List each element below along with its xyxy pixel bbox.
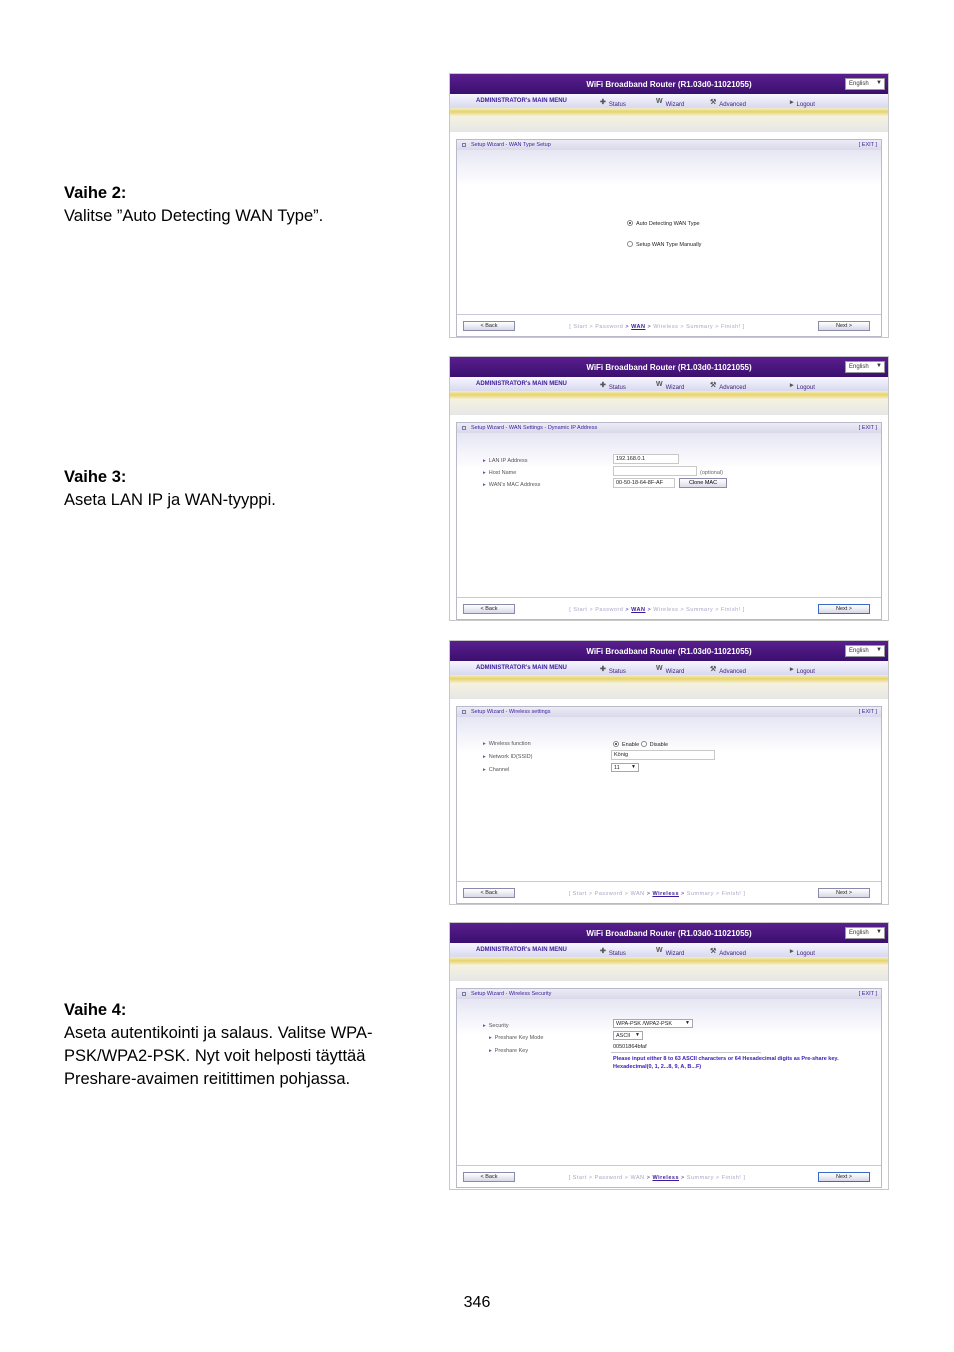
host-name-hint: (optional): [700, 470, 723, 476]
security-label: ▸ Security: [483, 1023, 509, 1029]
panel-box-icon: [462, 710, 466, 714]
router-menubar: [450, 377, 888, 391]
next-button[interactable]: Next >: [818, 888, 870, 898]
header-stripe: [450, 108, 888, 132]
wizard-breadcrumb: [ Start > Password > WAN > Wireless > Summary > Finish! ]: [568, 891, 746, 897]
status-icon: ✚: [600, 99, 606, 106]
security-select[interactable]: WPA-PSK /WPA2-PSK ▼: [613, 1019, 693, 1028]
status-icon: ✚: [600, 382, 606, 389]
exit-link[interactable]: [ EXIT ]: [858, 425, 877, 431]
panel-body: [457, 717, 881, 879]
lan-ip-input[interactable]: 192.168.0.1: [613, 454, 679, 464]
menu-main[interactable]: ADMINISTRATOR's MAIN MENU: [476, 947, 567, 953]
page-number: 346: [463, 1294, 491, 1311]
step-2-body: Valitse ”Auto Detecting WAN Type”.: [64, 207, 324, 225]
step-4-title: Vaihe 4:: [64, 1001, 127, 1019]
router-title: WiFi Broadband Router (R1.03d0-11021055): [586, 647, 752, 656]
next-button[interactable]: Next >: [818, 604, 870, 614]
router-menubar: [450, 94, 888, 108]
ssid-input[interactable]: König: [611, 750, 715, 760]
advanced-icon: ⚒: [710, 948, 717, 955]
mac-label: ▸ WAN's MAC Address: [483, 482, 540, 488]
router-screenshot-wireless: [449, 640, 889, 905]
back-button[interactable]: < Back: [463, 1172, 515, 1182]
radio-selected-icon[interactable]: [613, 741, 619, 747]
panel-box-icon: [462, 143, 466, 147]
router-screenshot-wan-settings: [449, 356, 889, 621]
menu-advanced[interactable]: ⚒ Advanced: [710, 666, 746, 675]
language-select[interactable]: English ▼: [845, 361, 885, 373]
logout-icon: ▸: [790, 948, 794, 955]
wizard-breadcrumb: [ Start > Password > WAN > Wireless > Summary > Finish! ]: [568, 1175, 746, 1181]
channel-label: ▸ Channel: [483, 767, 509, 773]
chevron-down-icon: ▼: [876, 80, 882, 86]
lan-ip-label: ▸ LAN IP Address: [483, 458, 528, 464]
panel-header: [457, 989, 881, 999]
panel-box-icon: [462, 426, 466, 430]
chevron-down-icon: ▼: [876, 929, 882, 935]
wizard-icon: W: [656, 381, 663, 388]
wizard-breadcrumb: [ Start > Password > WAN > Wireless > Summary > Finish! ]: [569, 607, 745, 613]
preshare-key-note: Please input either 8 to 63 ASCII characters or 64 Hexadecimal digits as Pre-share key. Hexadecimal(0, 1, 2...8, 9, A, B...F): [613, 1056, 839, 1070]
language-select[interactable]: English ▼: [845, 927, 885, 939]
menu-status[interactable]: ✚ Status: [600, 99, 626, 108]
logout-icon: ▸: [790, 382, 794, 389]
wizard-panel: [456, 706, 882, 904]
wizard-icon: W: [656, 947, 663, 954]
preshare-mode-select[interactable]: ASCII ▼: [613, 1031, 643, 1040]
step-2-text: [64, 182, 404, 228]
menu-wizard[interactable]: W Wizard: [656, 665, 685, 675]
wizard-panel: [456, 139, 882, 337]
status-icon: ✚: [600, 666, 606, 673]
menu-logout[interactable]: ▸ Logout: [790, 382, 815, 391]
host-name-label: ▸ Host Name: [483, 470, 516, 476]
wizard-panel: [456, 988, 882, 1188]
router-screenshot-wan-type: [449, 73, 889, 338]
panel-heading: Setup Wizard - Wireless settings: [471, 709, 551, 715]
step-3-title: Vaihe 3:: [64, 468, 127, 486]
channel-select[interactable]: 11 ▼: [611, 763, 639, 772]
menu-advanced[interactable]: ⚒ Advanced: [710, 99, 746, 108]
chevron-down-icon: ▼: [635, 1032, 640, 1038]
exit-link[interactable]: [ EXIT ]: [858, 142, 877, 148]
menu-status[interactable]: ✚ Status: [600, 666, 626, 675]
language-select[interactable]: English ▼: [845, 645, 885, 657]
radio-selected-icon[interactable]: [627, 220, 633, 226]
radio-icon[interactable]: [627, 241, 633, 247]
menu-advanced[interactable]: ⚒ Advanced: [710, 382, 746, 391]
header-stripe: [450, 391, 888, 415]
step-3-body: Aseta LAN IP ja WAN-tyyppi.: [64, 491, 276, 509]
wizard-panel: [456, 422, 882, 620]
wizard-icon: W: [656, 665, 663, 672]
menu-wizard[interactable]: W Wizard: [656, 947, 685, 957]
preshare-key-input[interactable]: 00501864bfaf: [611, 1043, 761, 1053]
menu-main[interactable]: ADMINISTRATOR's MAIN MENU: [476, 665, 567, 671]
router-menubar: [450, 943, 888, 957]
menu-main[interactable]: ADMINISTRATOR's MAIN MENU: [476, 98, 567, 104]
preshare-key-label: ▸ Preshare Key: [489, 1048, 528, 1054]
router-title: WiFi Broadband Router (R1.03d0-11021055): [586, 363, 752, 372]
panel-body: [457, 999, 881, 1163]
menu-logout[interactable]: ▸ Logout: [790, 99, 815, 108]
menu-main[interactable]: ADMINISTRATOR's MAIN MENU: [476, 381, 567, 387]
advanced-icon: ⚒: [710, 666, 717, 673]
enable-option[interactable]: Enable: [622, 742, 640, 748]
logout-icon: ▸: [790, 666, 794, 673]
router-title: WiFi Broadband Router (R1.03d0-11021055): [586, 80, 752, 89]
exit-link[interactable]: [ EXIT ]: [858, 709, 877, 715]
step-4-body: Aseta autentikointi ja salaus. Valitse WPA-PSK/WPA2-PSK. Nyt voit helposti täyttää Preshare-avaimen reitittimen pohjassa.: [64, 1024, 373, 1088]
router-screenshot-security: [449, 922, 889, 1190]
router-titlebar: [450, 357, 888, 377]
advanced-icon: ⚒: [710, 99, 717, 106]
menu-status[interactable]: ✚ Status: [600, 948, 626, 957]
option-auto-detect[interactable]: Auto Detecting WAN Type: [627, 220, 700, 227]
panel-heading: Setup Wizard - WAN Settings - Dynamic IP Address: [471, 425, 598, 431]
panel-header: [457, 423, 881, 433]
header-stripe: [450, 957, 888, 981]
wireless-function-label: ▸ Wireless function: [483, 741, 531, 747]
panel-body: [457, 150, 881, 312]
exit-link[interactable]: [ EXIT ]: [858, 991, 877, 997]
chevron-down-icon: ▼: [631, 764, 636, 770]
step-4-text: [64, 999, 404, 1091]
panel-box-icon: [462, 992, 466, 996]
next-button[interactable]: Next >: [818, 1172, 870, 1182]
panel-heading: Setup Wizard - WAN Type Setup: [471, 142, 551, 148]
chevron-down-icon: ▼: [876, 647, 882, 653]
chevron-down-icon: ▼: [876, 363, 882, 369]
ssid-label: ▸ Network ID(SSID): [483, 754, 532, 760]
advanced-icon: ⚒: [710, 382, 717, 389]
next-button[interactable]: Next >: [818, 321, 870, 331]
wizard-footer: [457, 881, 881, 903]
router-title: WiFi Broadband Router (R1.03d0-11021055): [586, 929, 752, 938]
chevron-down-icon: ▼: [685, 1020, 690, 1026]
wizard-footer: [457, 597, 881, 619]
panel-heading: Setup Wizard - Wireless Security: [471, 991, 552, 997]
wizard-footer: [457, 1165, 881, 1187]
step-2-title: Vaihe 2:: [64, 184, 127, 202]
status-icon: ✚: [600, 948, 606, 955]
mac-input[interactable]: 00-50-18-64-8F-AF: [613, 478, 675, 488]
host-name-input[interactable]: [613, 466, 697, 476]
back-button[interactable]: < Back: [463, 321, 515, 331]
header-stripe: [450, 675, 888, 699]
preshare-mode-label: ▸ Preshare Key Mode: [489, 1035, 543, 1041]
wizard-icon: W: [656, 98, 663, 105]
menu-wizard[interactable]: W Wizard: [656, 98, 685, 108]
panel-header: [457, 707, 881, 717]
router-titlebar: [450, 923, 888, 943]
menu-wizard[interactable]: W Wizard: [656, 381, 685, 391]
router-titlebar: [450, 641, 888, 661]
panel-header: [457, 140, 881, 150]
back-button[interactable]: < Back: [463, 604, 515, 614]
menu-logout[interactable]: ▸ Logout: [790, 948, 815, 957]
menu-advanced[interactable]: ⚒ Advanced: [710, 948, 746, 957]
wizard-footer: [457, 314, 881, 336]
menu-logout[interactable]: ▸ Logout: [790, 666, 815, 675]
panel-body: [457, 433, 881, 595]
option-manual[interactable]: Setup WAN Type Manually: [627, 241, 701, 248]
language-select[interactable]: English ▼: [845, 78, 885, 90]
disable-option[interactable]: Disable: [649, 742, 669, 748]
radio-icon[interactable]: [641, 741, 647, 747]
logout-icon: ▸: [790, 99, 794, 106]
router-menubar: [450, 661, 888, 675]
wizard-breadcrumb: [ Start > Password > WAN > Wireless > Summary > Finish! ]: [569, 324, 745, 330]
back-button[interactable]: < Back: [463, 888, 515, 898]
menu-status[interactable]: ✚ Status: [600, 382, 626, 391]
router-titlebar: [450, 74, 888, 94]
clone-mac-button[interactable]: Clone MAC: [679, 478, 727, 488]
wireless-function-options: [613, 741, 668, 748]
step-3-text: [64, 466, 404, 512]
